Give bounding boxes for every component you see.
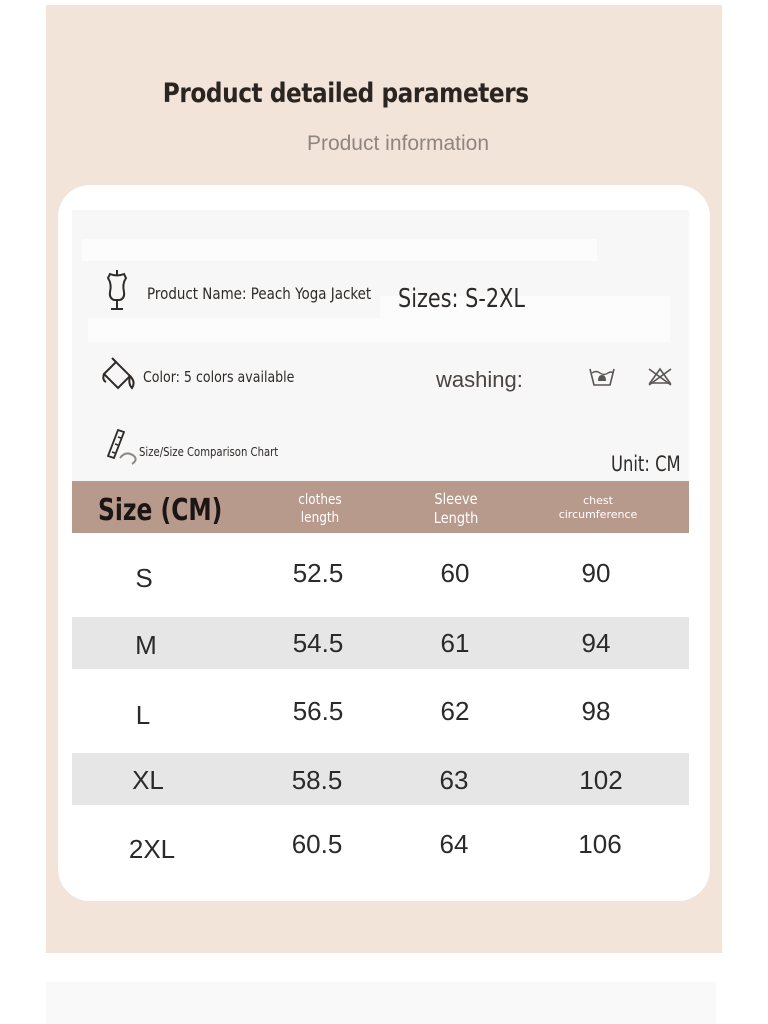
cell-chest: 106 bbox=[578, 829, 622, 859]
cell-clothes-length: 60.5 bbox=[291, 829, 343, 859]
cell-clothes-length: 56.5 bbox=[292, 696, 344, 726]
cell-size: L bbox=[135, 700, 151, 730]
header-clothes-length bbox=[270, 492, 370, 527]
header-size: Size (CM) bbox=[98, 493, 223, 528]
cell-chest: 102 bbox=[579, 765, 623, 795]
cell-size: S bbox=[135, 563, 153, 593]
header-chest-line2: circumference bbox=[558, 507, 638, 521]
color-info: Color: 5 colors available bbox=[143, 368, 295, 386]
sizes-range: Sizes: S-2XL bbox=[398, 284, 525, 314]
table-row bbox=[72, 617, 689, 669]
header-sleeve-length-line1: Sleeve bbox=[434, 490, 478, 508]
measuring-tape-icon bbox=[104, 428, 140, 471]
cell-chest: 98 bbox=[581, 696, 611, 726]
cell-sleeve-length: 63 bbox=[439, 765, 469, 795]
watermark-strip bbox=[82, 239, 597, 261]
table-row bbox=[72, 805, 689, 871]
no-bleach-icon bbox=[646, 365, 674, 392]
cell-size: 2XL bbox=[128, 834, 176, 864]
cell-size: M bbox=[135, 630, 157, 660]
watermark-strip bbox=[88, 318, 670, 342]
cell-clothes-length: 54.5 bbox=[292, 628, 344, 658]
cell-clothes-length: 52.5 bbox=[292, 558, 344, 588]
cell-chest: 90 bbox=[581, 558, 611, 588]
table-row bbox=[72, 533, 689, 617]
washing-label: washing: bbox=[436, 367, 523, 392]
table-row bbox=[72, 669, 689, 753]
cell-chest: 94 bbox=[581, 628, 611, 658]
cell-sleeve-length: 60 bbox=[440, 558, 470, 588]
header-sleeve-length bbox=[406, 490, 506, 528]
cell-sleeve-length: 61 bbox=[440, 628, 470, 658]
size-chart-label: Size/Size Comparison Chart bbox=[139, 445, 279, 459]
mannequin-icon bbox=[102, 270, 132, 317]
product-name: Product Name: Peach Yoga Jacket bbox=[147, 284, 372, 303]
header-sleeve-length-line2: Length bbox=[433, 508, 479, 527]
header-clothes-length-line1: clothes bbox=[298, 492, 342, 508]
hand-wash-icon bbox=[588, 365, 616, 392]
header-chest bbox=[543, 494, 653, 522]
cell-clothes-length: 58.5 bbox=[291, 765, 343, 795]
unit-label: Unit: CM bbox=[611, 452, 681, 476]
lower-section-edge bbox=[46, 982, 716, 1024]
header-chest-line1: chest bbox=[583, 494, 613, 507]
page-title: Product detailed parameters bbox=[162, 78, 529, 109]
header-clothes-length-line2: length bbox=[300, 509, 340, 526]
cell-sleeve-length: 64 bbox=[439, 829, 469, 859]
cell-sleeve-length: 62 bbox=[440, 696, 470, 726]
cell-size: XL bbox=[132, 765, 164, 795]
paint-bucket-icon bbox=[100, 356, 138, 399]
page-subtitle: Product information bbox=[306, 132, 490, 155]
table-row bbox=[72, 753, 689, 805]
